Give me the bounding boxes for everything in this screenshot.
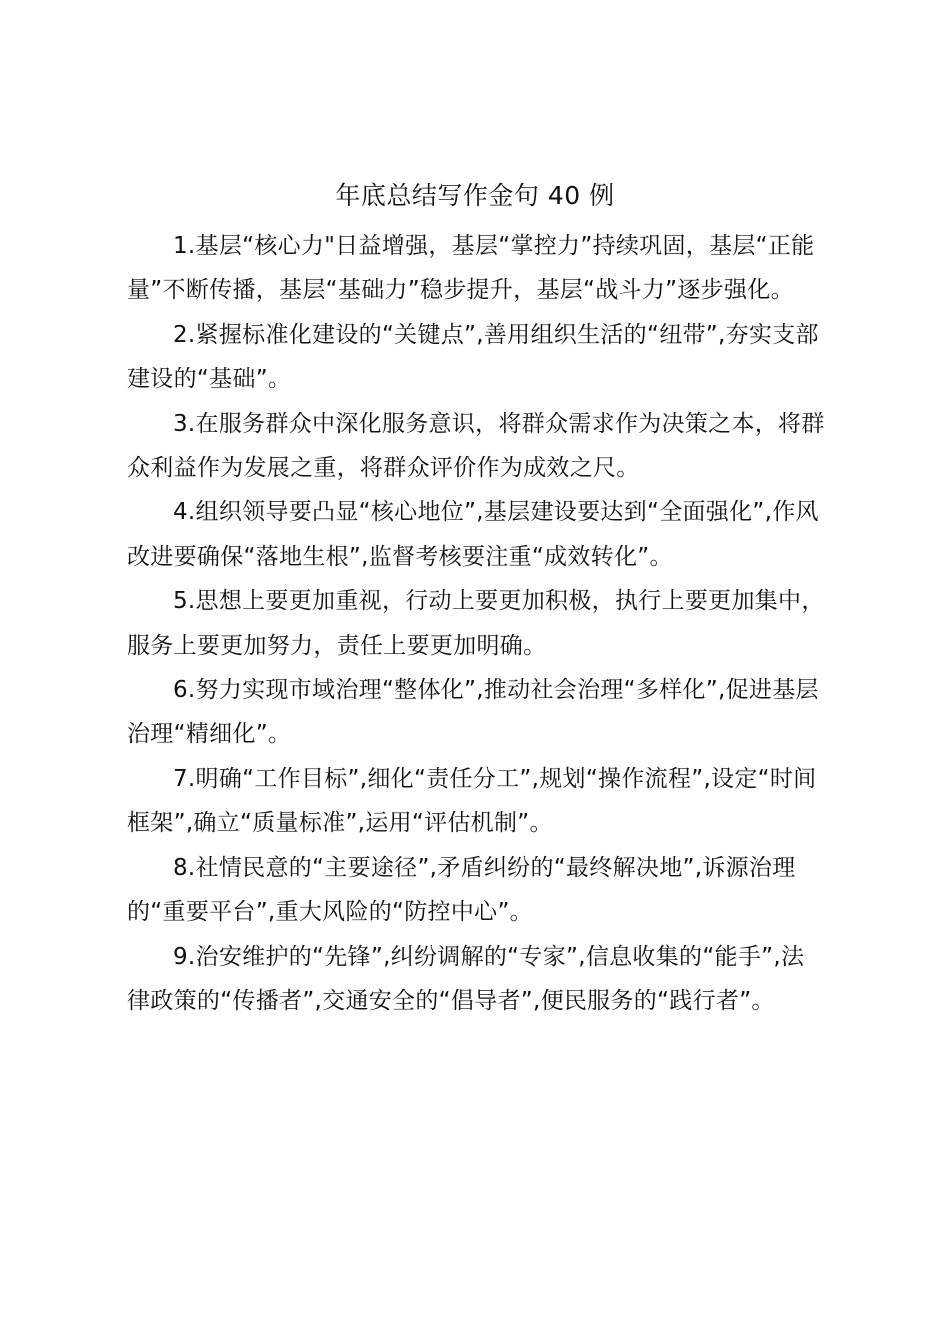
- paragraph-6: 6.努力实现市域治理“整体化”,推动社会治理“多样化”,促进基层治理“精细化”。: [127, 677, 819, 748]
- paragraph-5: 5.思想上要更加重视，行动上要更加积极，执行上要更加集中，服务上要更加努力，责任上要更加明确。: [127, 588, 825, 659]
- paragraph-7: 7.明确“工作目标”,细化“责任分工”,规划“操作流程”,设定“时间框架”,确立“质量标准”,运用“评估机制”。: [127, 765, 817, 837]
- document-body: [127, 224, 827, 1023]
- paragraph-4: 4.组织领导要凸显“核心地位”,基层建设要达到“全面强化”,作风改进要确保“落地生根”,监督考核要注重“成效转化”。: [127, 499, 819, 570]
- paragraph-9: 9.治安维护的“先锋”,纠纷调解的“专家”,信息收集的“能手”,法律政策的“传播者”,交通安全的“倡导者”,便民服务的“践行者”。: [127, 943, 805, 1014]
- document-title: 年底总结写作金句 40 例: [335, 181, 615, 210]
- paragraph-1: 1.基层“核心力"日益增强，基层“掌控力”持续巩固，基层“正能量”不断传播，基层“基础力”稳步提升，基层“战斗力”逐步强化。: [127, 233, 815, 304]
- paragraph-8: 8.社情民意的“主要途径”,矛盾纠纷的“最终解决地”,诉源治理的“重要平台”,重大风险的“防控中心”。: [127, 854, 796, 926]
- paragraph-2: 2.紧握标准化建设的“关键点”,善用组织生活的“纽带”,夯实支部建设的“基础”。: [127, 321, 819, 393]
- paragraph-3: 3.在服务群众中深化服务意识，将群众需求作为决策之本，将群众利益作为发展之重，将群众评价作为成效之尺。: [127, 410, 825, 482]
